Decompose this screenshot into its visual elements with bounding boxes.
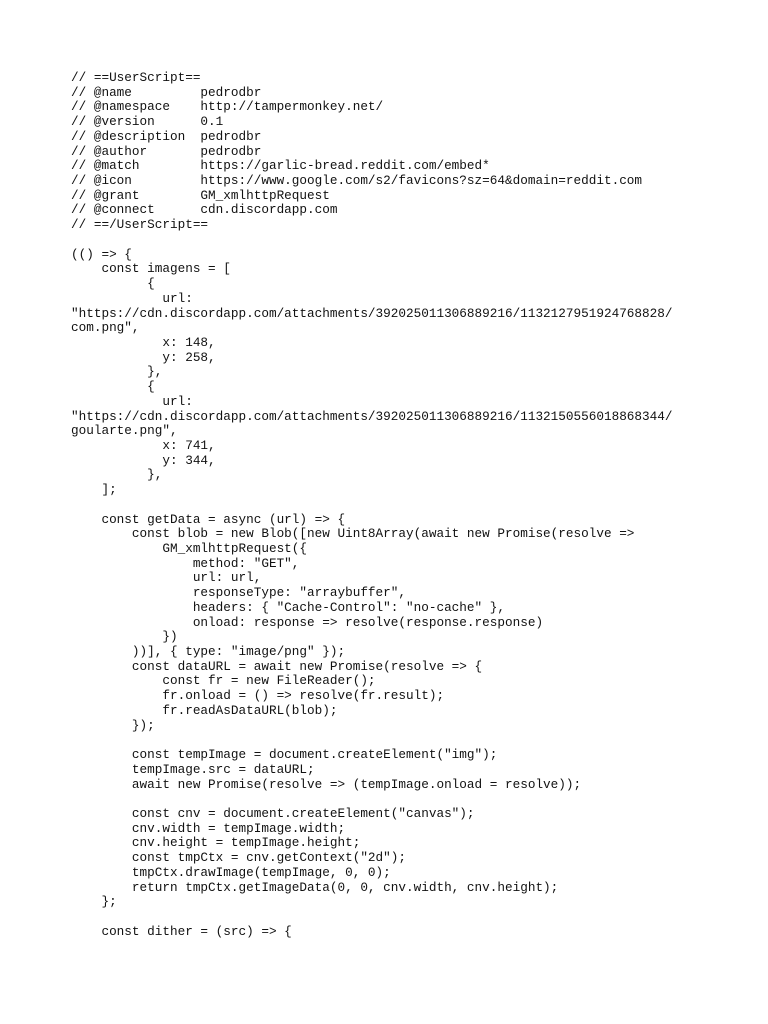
code-line: method: "GET", [71,555,300,571]
code-line: { [71,379,155,395]
code-line [71,233,711,248]
code-line: return tmpCtx.getImageData(0, 0, cnv.width, cnv.height); [71,879,559,895]
code-line: tempImage.src = dataURL; [71,761,315,777]
code-line: (() => { [71,246,132,262]
code-line: cnv.height = tempImage.height; [71,835,361,851]
code-line: "https://cdn.discordapp.com/attachments/392025011306889216/1132150556018868344/ [71,408,673,424]
code-line: goularte.png", [71,423,178,439]
code-line: // @description pedrodbr [71,128,262,144]
code-line: const dither = (src) => { [71,923,292,939]
code-line: // ==/UserScript== [71,217,209,233]
code-line: }, [71,364,163,380]
code-listing [71,71,711,939]
code-line: GM_xmlhttpRequest({ [71,541,308,556]
code-line: // @author pedrodbr [71,143,262,159]
code-line: headers: { "Cache-Control": "no-cache" }, [71,599,505,615]
code-line: }); [71,717,155,733]
code-line: com.png", [71,320,140,336]
code-line: // @version 0.1 [71,114,224,130]
code-line: cnv.width = tempImage.width; [71,820,346,836]
code-line: const fr = new FileReader(); [71,673,376,689]
code-line: url: [71,393,193,409]
code-line: }; [71,894,117,910]
code-line: const getData = async (url) => { [71,511,346,527]
code-line: // @grant GM_xmlhttpRequest [71,187,330,203]
code-line [71,498,711,513]
code-line: ]; [71,482,117,498]
code-line: url: url, [71,570,262,586]
code-line: const tempImage = document.createElement("img"); [71,747,498,763]
code-line: // @namespace http://tampermonkey.net/ [71,99,384,115]
code-line: const dataURL = await new Promise(resolve => { [71,658,483,674]
code-line [71,910,711,925]
code-line: y: 344, [71,452,216,468]
code-line: }, [71,467,163,483]
code-line: "https://cdn.discordapp.com/attachments/392025011306889216/1132127951924768828/ [71,305,673,321]
code-line: tmpCtx.drawImage(tempImage, 0, 0); [71,864,391,880]
code-line: await new Promise(resolve => (tempImage.onload = resolve)); [71,776,582,792]
code-line: const cnv = document.createElement("canvas"); [71,805,475,821]
code-line: fr.onload = () => resolve(fr.result); [71,688,445,704]
code-line: // ==UserScript== [71,70,201,85]
code-line: { [71,276,155,292]
code-line: const blob = new Blob([new Uint8Array(await new Promise(resolve => [71,526,635,542]
code-line [71,733,711,748]
code-line: const imagens = [ [71,261,231,277]
code-line: fr.readAsDataURL(blob); [71,702,338,718]
code-line: x: 741, [71,437,216,453]
code-line: onload: response => resolve(response.response) [71,614,544,630]
code-line: y: 258, [71,349,216,365]
code-line: x: 148, [71,334,216,350]
code-line: // @icon https://www.google.com/s2/favicons?sz=64&domain=reddit.com [71,173,643,189]
code-line: // @name pedrodbr [71,84,262,100]
code-line: const tmpCtx = cnv.getContext("2d"); [71,850,407,866]
code-line: // @connect cdn.discordapp.com [71,202,338,218]
code-line: }) [71,629,178,645]
code-line: url: [71,290,193,306]
code-line [71,792,711,807]
code-line: // @match https://garlic-bread.reddit.com/embed* [71,158,490,174]
code-line: responseType: "arraybuffer", [71,585,407,601]
code-line: ))], { type: "image/png" }); [71,644,346,660]
